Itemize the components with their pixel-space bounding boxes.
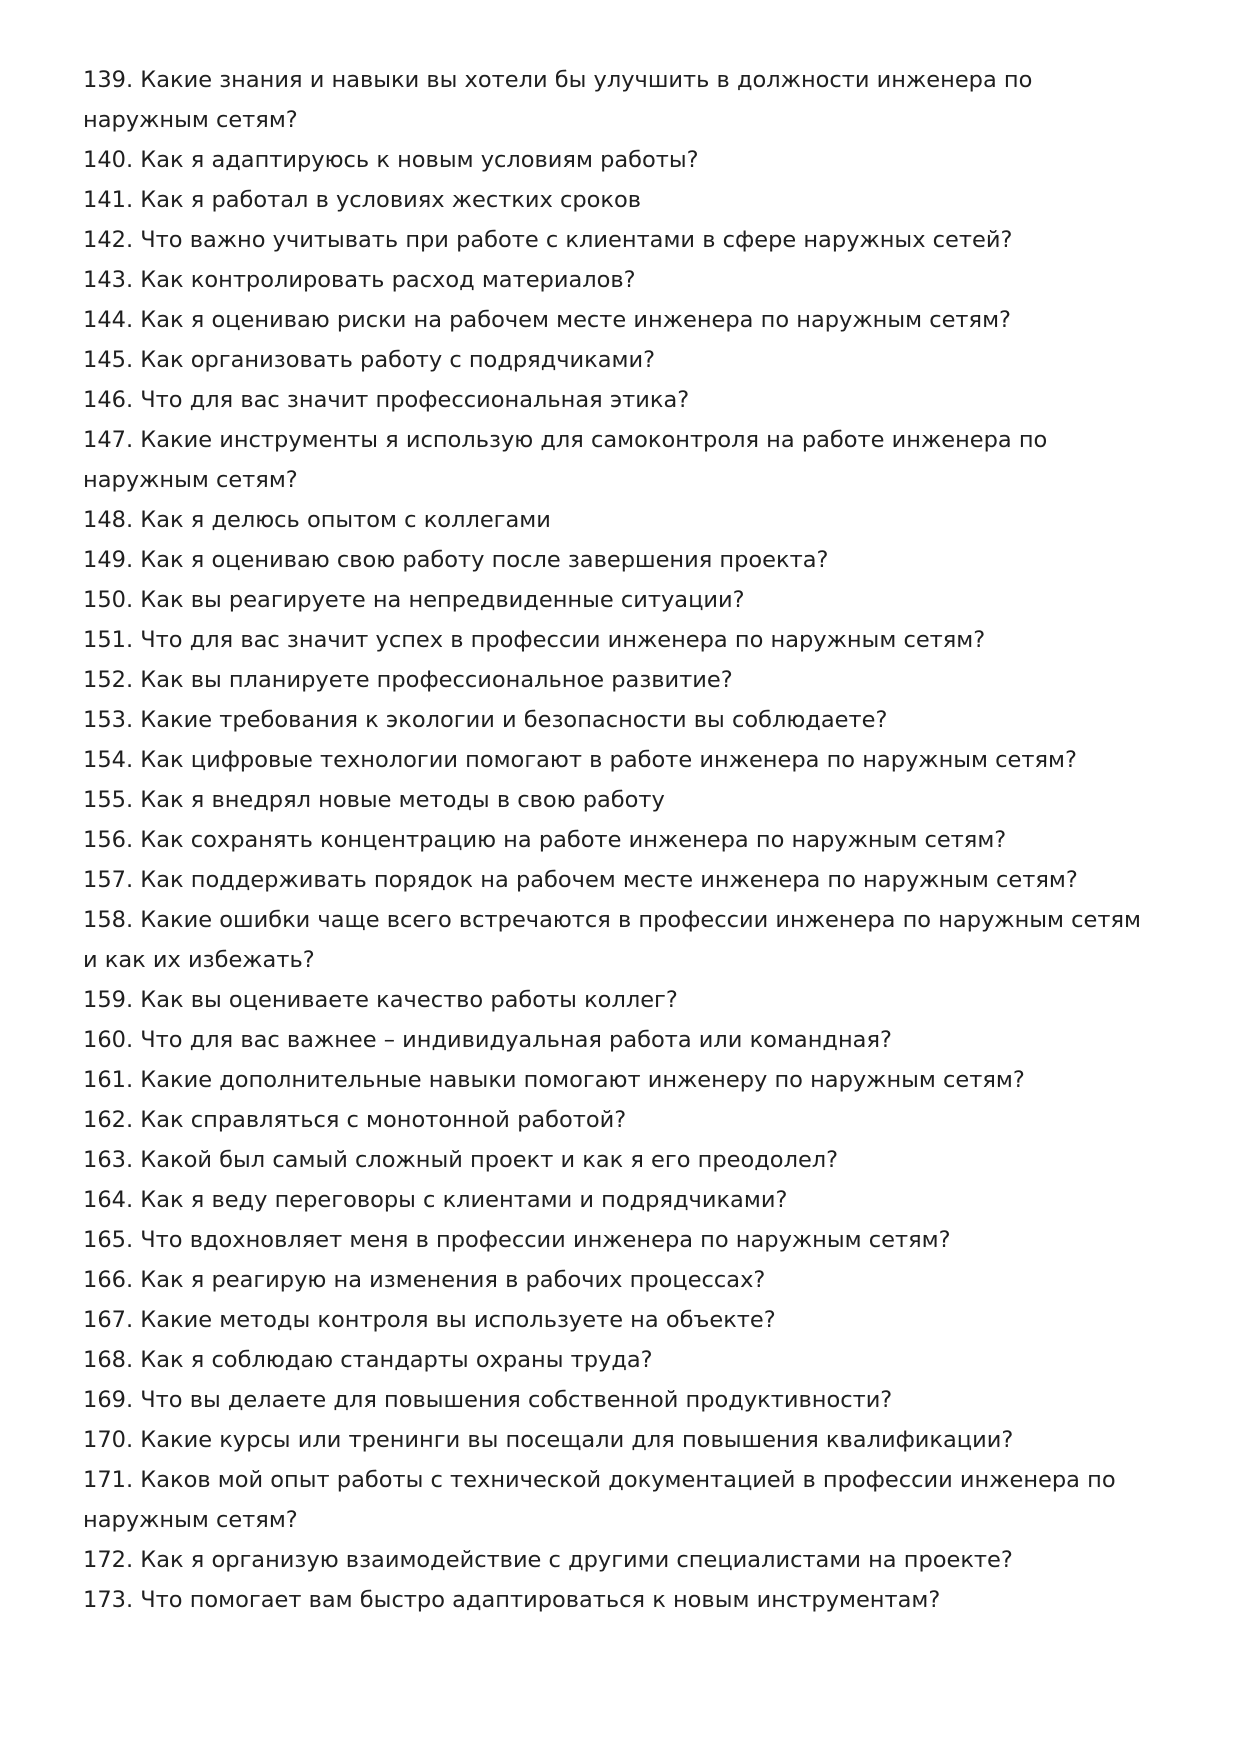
question-item: 147. Какие инструменты я использую для самоконтроля на работе инженера по наружным сетям? bbox=[83, 427, 1048, 493]
question-list bbox=[83, 60, 1153, 1620]
question-item: 172. Как я организую взаимодействие с другими специалистами на проекте? bbox=[83, 1547, 1013, 1573]
question-item: 139. Какие знания и навыки вы хотели бы улучшить в должности инженера по наружным сетям? bbox=[83, 67, 1033, 133]
question-item: 164. Как я веду переговоры с клиентами и подрядчиками? bbox=[83, 1187, 788, 1213]
question-item: 152. Как вы планируете профессиональное развитие? bbox=[83, 667, 733, 693]
question-item: 161. Какие дополнительные навыки помогают инженеру по наружным сетям? bbox=[83, 1067, 1025, 1093]
question-item: 145. Как организовать работу с подрядчиками? bbox=[83, 347, 656, 373]
question-item: 141. Как я работал в условиях жестких сроков bbox=[83, 187, 642, 213]
question-item: 146. Что для вас значит профессиональная этика? bbox=[83, 387, 690, 413]
question-item: 153. Какие требования к экологии и безопасности вы соблюдаете? bbox=[83, 707, 888, 733]
question-item: 149. Как я оцениваю свою работу после завершения проекта? bbox=[83, 547, 829, 573]
question-item: 140. Как я адаптируюсь к новым условиям работы? bbox=[83, 147, 699, 173]
question-item: 160. Что для вас важнее – индивидуальная работа или командная? bbox=[83, 1027, 892, 1053]
question-item: 173. Что помогает вам быстро адаптироваться к новым инструментам? bbox=[83, 1587, 941, 1613]
question-item: 170. Какие курсы или тренинги вы посещали для повышения квалификации? bbox=[83, 1427, 1014, 1453]
question-item: 158. Какие ошибки чаще всего встречаются в профессии инженера по наружным сетям и как их избежать? bbox=[83, 907, 1142, 973]
question-item: 156. Как сохранять концентрацию на работе инженера по наружным сетям? bbox=[83, 827, 1007, 853]
question-item: 171. Каков мой опыт работы с технической документацией в профессии инженера по наружным сетям? bbox=[83, 1467, 1116, 1533]
question-item: 165. Что вдохновляет меня в профессии инженера по наружным сетям? bbox=[83, 1227, 951, 1253]
question-item: 143. Как контролировать расход материалов? bbox=[83, 267, 636, 293]
question-item: 155. Как я внедрял новые методы в свою работу bbox=[83, 787, 665, 813]
question-item: 150. Как вы реагируете на непредвиденные ситуации? bbox=[83, 587, 745, 613]
question-item: 168. Как я соблюдаю стандарты охраны труда? bbox=[83, 1347, 653, 1373]
question-item: 144. Как я оцениваю риски на рабочем месте инженера по наружным сетям? bbox=[83, 307, 1011, 333]
question-item: 151. Что для вас значит успех в профессии инженера по наружным сетям? bbox=[83, 627, 986, 653]
question-item: 162. Как справляться с монотонной работой? bbox=[83, 1107, 627, 1133]
question-item: 148. Как я делюсь опытом с коллегами bbox=[83, 507, 551, 533]
question-item: 167. Какие методы контроля вы используете на объекте? bbox=[83, 1307, 776, 1333]
question-item: 163. Какой был самый сложный проект и как я его преодолел? bbox=[83, 1147, 839, 1173]
question-item: 166. Как я реагирую на изменения в рабочих процессах? bbox=[83, 1267, 766, 1293]
question-item: 157. Как поддерживать порядок на рабочем месте инженера по наружным сетям? bbox=[83, 867, 1078, 893]
question-item: 154. Как цифровые технологии помогают в работе инженера по наружным сетям? bbox=[83, 747, 1077, 773]
question-item: 159. Как вы оцениваете качество работы коллег? bbox=[83, 987, 678, 1013]
question-item: 169. Что вы делаете для повышения собственной продуктивности? bbox=[83, 1387, 893, 1413]
question-item: 142. Что важно учитывать при работе с клиентами в сфере наружных сетей? bbox=[83, 227, 1013, 253]
